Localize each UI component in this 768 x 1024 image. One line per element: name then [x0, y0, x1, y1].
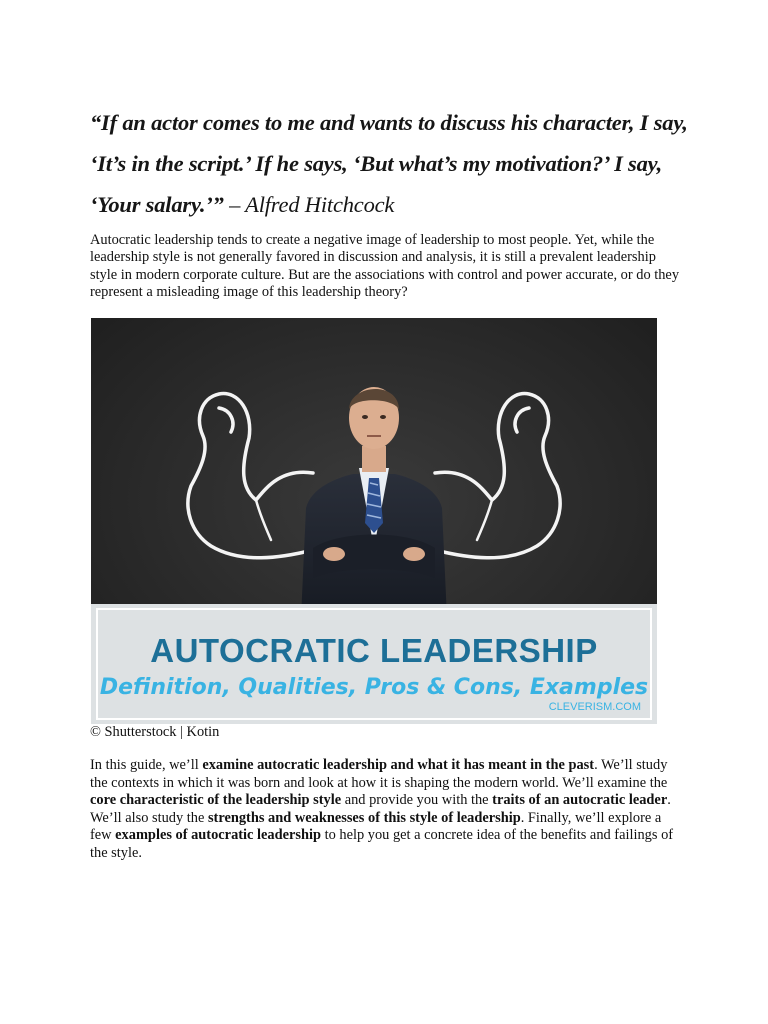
- guide-bold: examine autocratic leadership and what it has meant in the past: [202, 757, 595, 773]
- guide-text: In this guide, we’ll: [90, 757, 203, 773]
- hitchcock-quote: [90, 102, 690, 225]
- guide-text: . We’ll also study the: [90, 792, 671, 826]
- guide-text: and provide you with the: [341, 792, 493, 809]
- guide-paragraph: [90, 757, 680, 863]
- guide-bold: examples of autocratic leadership: [115, 827, 322, 844]
- intro-paragraph: Autocratic leadership tends to create a negative image of leadership to most people. Yet, while the leadership style is not generally favored in discussion and analysis, it is still a prevalent leadership style in modern corporate culture. But are the associations with control and power accurate, or do they represent a misleading image of this leadership theory?: [90, 232, 680, 301]
- guide-text: to help you get a concrete idea of the benefits and failings of the style.: [90, 827, 674, 861]
- autocratic-leadership-hero-image: [91, 318, 657, 724]
- guide-text: . Finally, we’ll explore a few: [90, 809, 662, 844]
- banner-site: CLEVERISM.COM: [548, 701, 641, 713]
- image-credit: © Shutterstock | Kotin: [90, 724, 220, 740]
- guide-bold: traits of an autocratic leader: [492, 792, 668, 809]
- banner-subheadline: Definition, Qualities, Pros & Cons, Examples: [99, 675, 649, 700]
- banner-headline: AUTOCRATIC LEADERSHIP: [150, 632, 598, 669]
- guide-text: . We’ll study the contexts in which it was born and look at how it is shaping the modern world. We’ll examine the: [90, 757, 668, 791]
- quote-attribution: – Alfred Hitchcock: [223, 192, 395, 217]
- guide-bold: core characteristic of the leadership style: [90, 792, 342, 809]
- guide-bold: strengths and weaknesses of this style of leadership: [207, 809, 521, 826]
- quote-text: “If an actor comes to me and wants to discuss his character, I say, ‘It’s in the script.’ If he says, ‘But what’s my motivation?’ I say, ‘Your salary.’”: [90, 110, 688, 217]
